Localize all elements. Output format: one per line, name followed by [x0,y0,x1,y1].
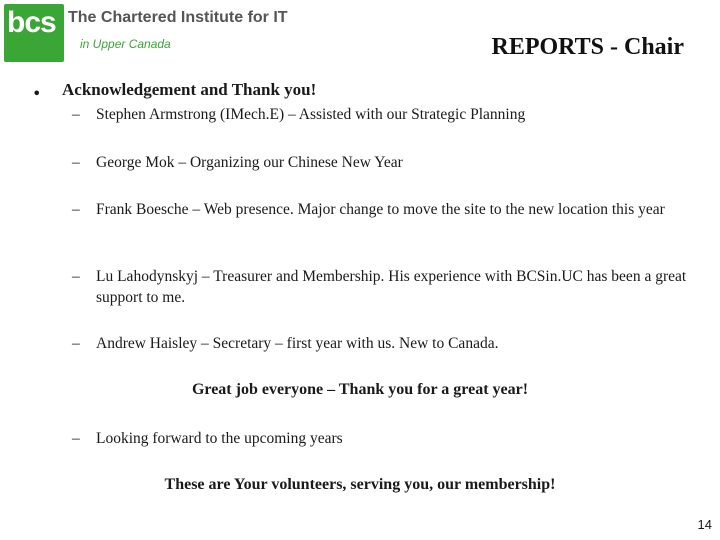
org-name: The Chartered Institute for IT [68,9,288,26]
org-subtitle: in Upper Canada [80,37,171,51]
list-item-text: George Mok – Organizing our Chinese New Year [96,154,403,171]
list-item [72,104,692,125]
list-item-text: Looking forward to the upcoming years [96,430,343,447]
list-item-text: Frank Boesche – Web presence. Major change to move the site to the new location this year [96,201,665,218]
dash-icon: – [72,335,80,352]
footer-message: These are Your volunteers, serving you, our membership! [164,476,556,493]
dash-icon: – [72,268,80,285]
list-item [72,333,692,354]
list-item [72,152,692,173]
dash-icon: – [72,430,80,447]
list-item-text: Lu Lahodynskyj – Treasurer and Membership. His experience with BCSin.UC has been a great support to me. [96,268,687,306]
dash-icon: – [72,154,80,171]
list-item-text: Andrew Haisley – Secretary – first year with us. New to Canada. [96,335,499,352]
list-item [72,199,692,220]
bcs-logo [4,4,64,62]
page-number: 14 [697,517,712,532]
highlight-message: Great job everyone – Thank you for a great year! [191,381,529,398]
list-item-text: Stephen Armstrong (IMech.E) – Assisted with our Strategic Planning [96,106,526,123]
section-heading: Acknowledgement and Thank you! [62,80,317,99]
page-title: REPORTS - Chair [491,34,684,60]
dash-icon: – [72,106,80,123]
logo-text: bcs [7,6,56,39]
bullet-icon: • [32,84,42,103]
list-item [72,428,692,449]
dash-icon: – [72,201,80,218]
list-item [72,266,692,308]
